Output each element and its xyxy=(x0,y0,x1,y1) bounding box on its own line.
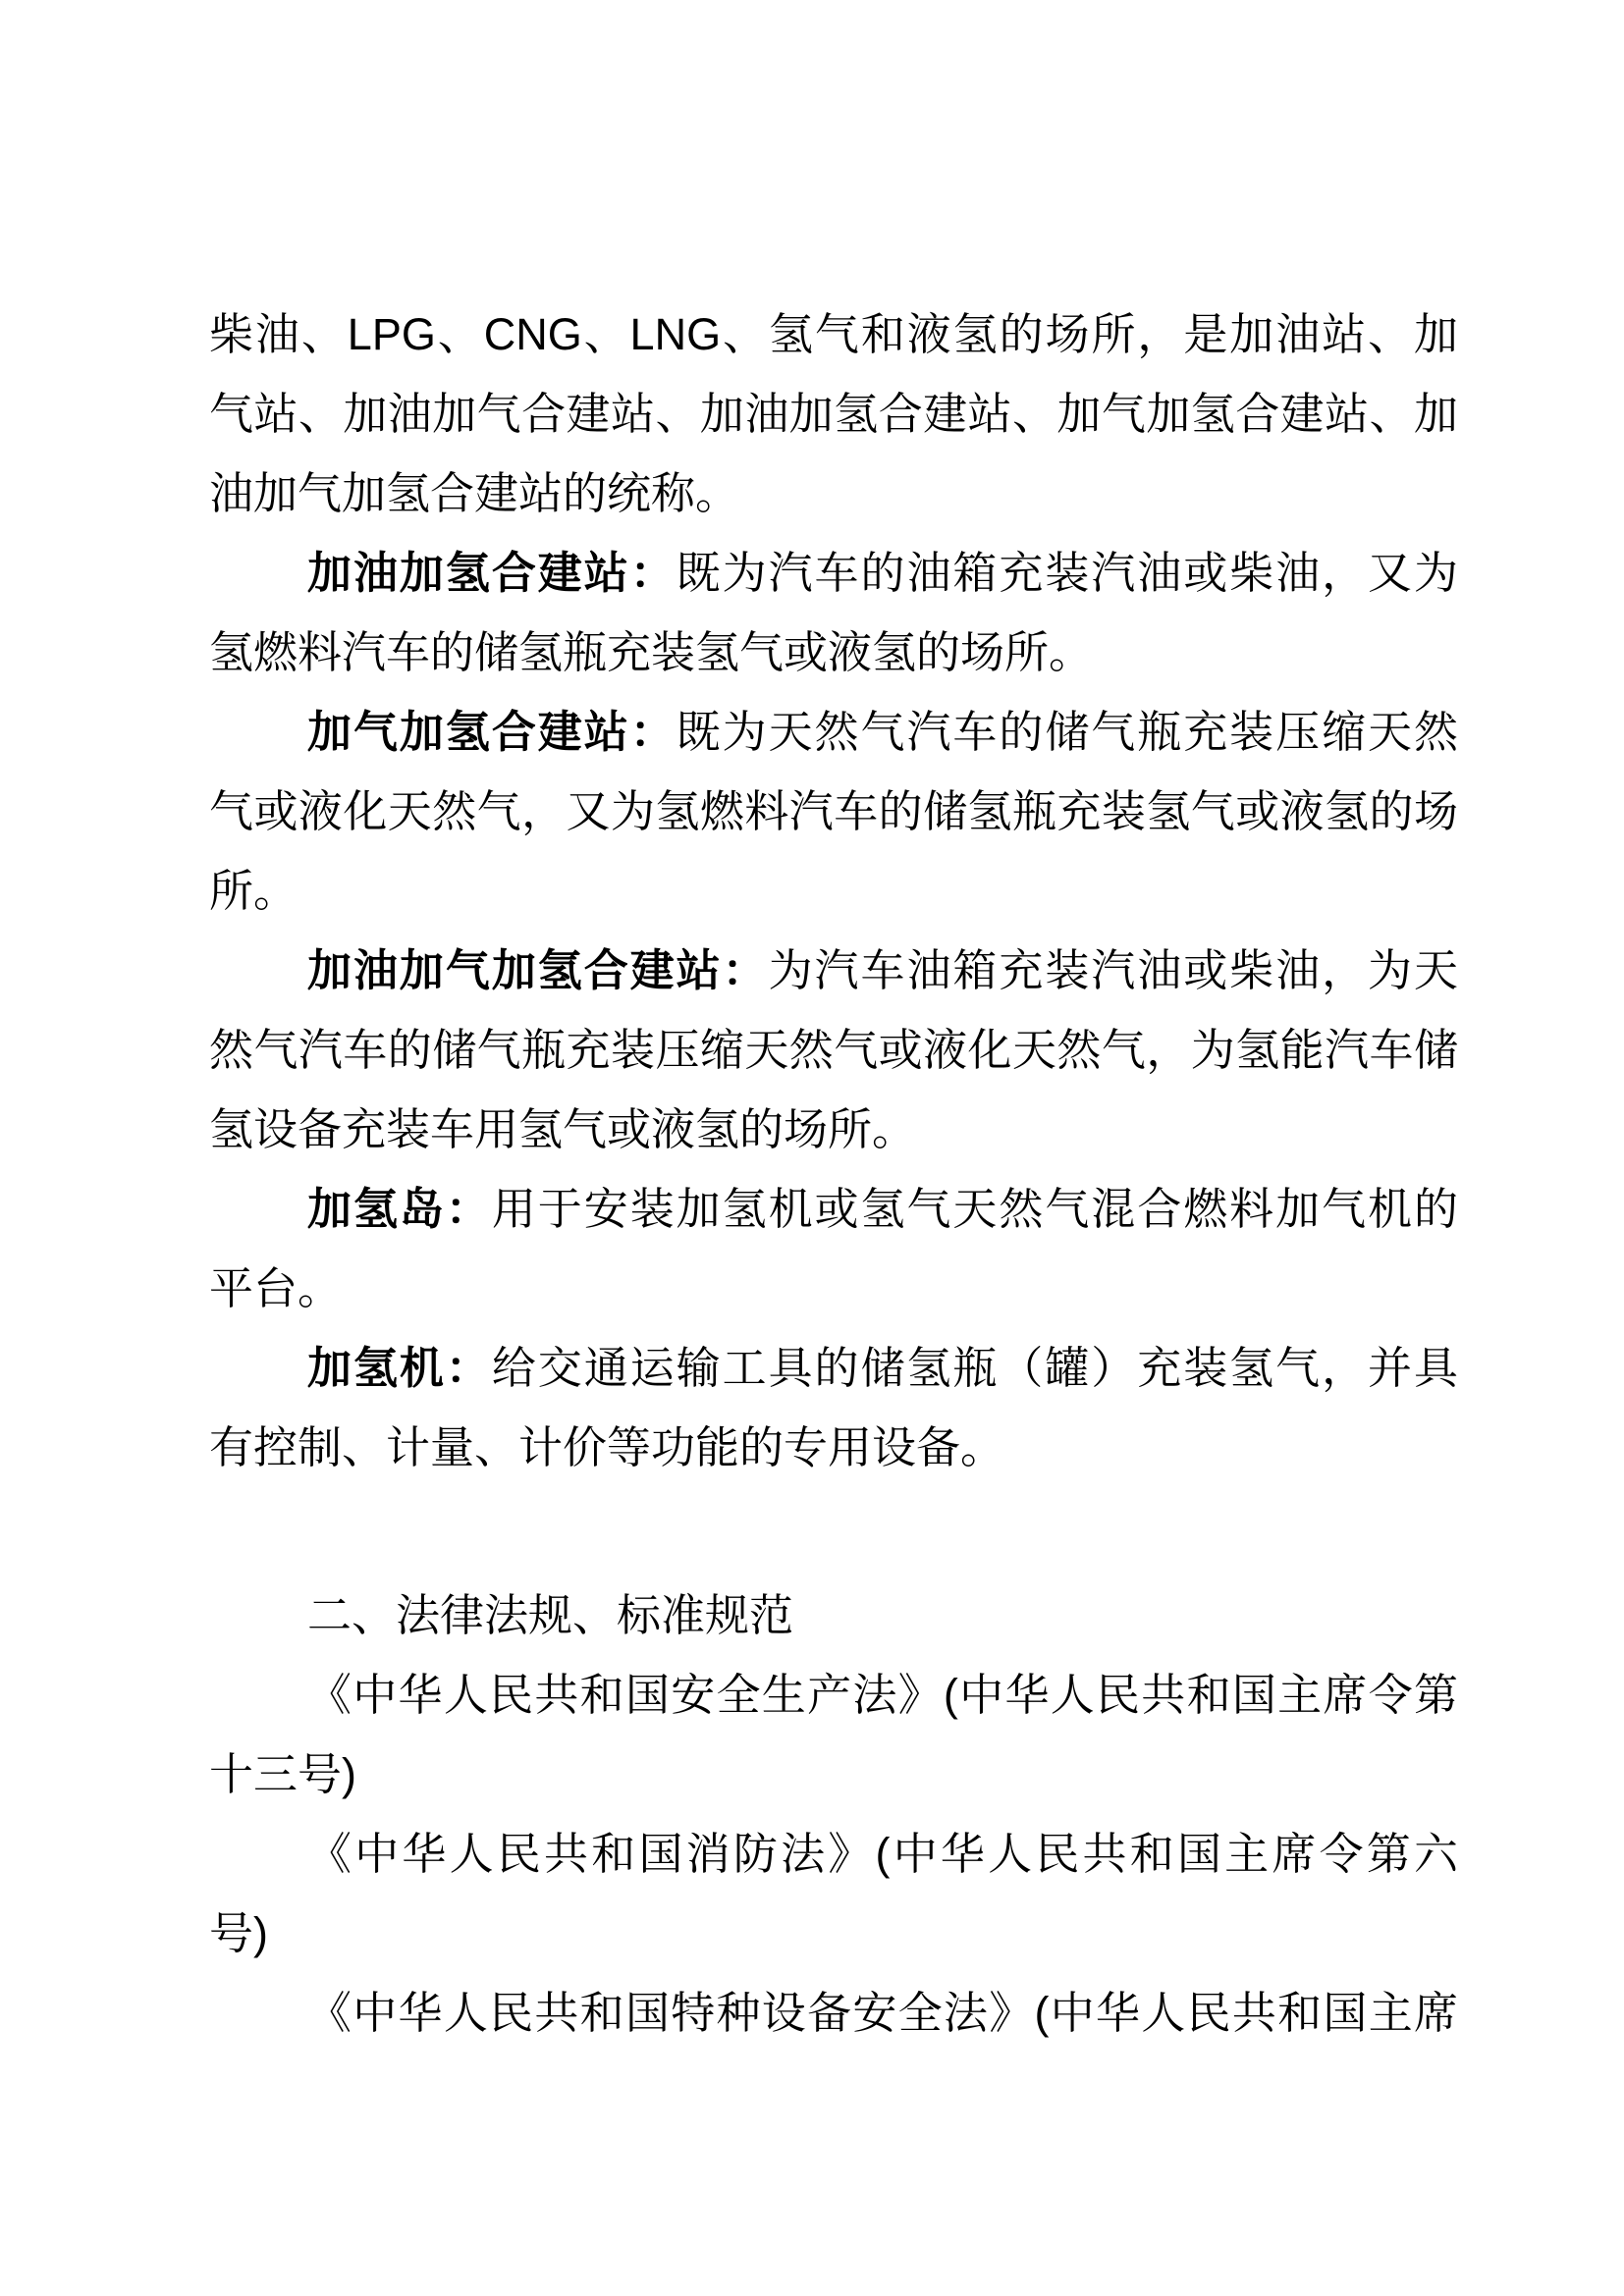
text-run: 氢燃料汽车的储氢瓶充装氢气或液氢的场所。 xyxy=(209,627,1094,677)
text-run: 号) xyxy=(209,1908,268,1958)
reference-paragraph xyxy=(209,1814,1458,1973)
text-line xyxy=(209,692,1458,772)
text-run: 氢设备充装车用氢气或液氢的场所。 xyxy=(209,1104,917,1154)
text-line xyxy=(209,374,1458,454)
text-line xyxy=(209,1575,1458,1655)
text-run: 所。 xyxy=(209,866,298,916)
term-bold-run: 加氢岛： xyxy=(307,1184,492,1234)
text-line xyxy=(209,1328,1458,1408)
term-bold-run: 加气加氢合建站： xyxy=(307,707,677,757)
text-line xyxy=(209,1655,1458,1735)
body-paragraph xyxy=(209,1169,1458,1328)
body-paragraph xyxy=(209,533,1458,692)
text-line xyxy=(209,1010,1458,1090)
text-run: 气或液化天然气，又为氢燃料汽车的储氢瓶充装氢气或液氢的场 xyxy=(209,786,1458,836)
text-run: 既为汽车的油箱充装汽油或柴油，又为 xyxy=(676,548,1458,598)
text-line xyxy=(209,1973,1458,2053)
text-line xyxy=(209,533,1458,613)
reference-paragraph xyxy=(209,1973,1458,2053)
text-line xyxy=(209,1735,1458,1814)
term-bold-run: 加油加氢合建站： xyxy=(307,548,677,598)
text-run: 然气汽车的储气瓶充装压缩天然气或液化天然气，为氢能汽车储 xyxy=(209,1025,1458,1075)
body-paragraph xyxy=(209,294,1458,533)
text-run: 气站、加油加气合建站、加油加氢合建站、加气加氢合建站、加 xyxy=(209,389,1458,439)
body-paragraph xyxy=(209,1328,1458,1487)
text-run: 为汽车油箱充装汽油或柴油，为天 xyxy=(768,945,1458,995)
term-bold-run: 加油加气加氢合建站： xyxy=(307,945,769,995)
body-paragraph xyxy=(209,931,1458,1169)
document-content xyxy=(209,294,1458,2053)
text-run: 十三号) xyxy=(209,1749,356,1799)
reference-paragraph xyxy=(209,1655,1458,1814)
body-paragraph xyxy=(209,692,1458,931)
text-run: 《中华人民共和国安全生产法》(中华人民共和国主席令第 xyxy=(307,1670,1458,1720)
text-run: 《中华人民共和国消防法》(中华人民共和国主席令第六 xyxy=(307,1829,1458,1879)
text-run: 油加气加氢合建站的统称。 xyxy=(209,468,740,518)
text-line xyxy=(209,613,1458,692)
text-line xyxy=(209,851,1458,931)
text-run: 柴油、LPG、CNG、LNG、氢气和液氢的场所，是加油站、加 xyxy=(209,309,1458,359)
section-heading xyxy=(209,1575,1458,1655)
text-line xyxy=(209,1894,1458,1973)
text-run: 二、法律法规、标准规范 xyxy=(307,1590,794,1640)
text-line xyxy=(209,1090,1458,1169)
text-line xyxy=(209,772,1458,851)
text-line xyxy=(209,1249,1458,1328)
text-run: 有控制、计量、计价等功能的专用设备。 xyxy=(209,1422,1005,1472)
text-line xyxy=(209,454,1458,533)
text-run: 既为天然气汽车的储气瓶充装压缩天然 xyxy=(676,707,1458,757)
text-line xyxy=(209,1169,1458,1249)
text-run: 平台。 xyxy=(209,1263,343,1313)
text-line xyxy=(209,931,1458,1010)
text-run: 《中华人民共和国特种设备安全法》(中华人民共和国主席 xyxy=(307,1988,1458,2038)
text-line xyxy=(209,1814,1458,1894)
text-line xyxy=(209,294,1458,374)
text-line xyxy=(209,1408,1458,1487)
term-bold-run: 加氢机： xyxy=(307,1343,492,1393)
text-run: 给交通运输工具的储氢瓶（罐）充装氢气，并具 xyxy=(491,1343,1458,1393)
text-run: 用于安装加氢机或氢气天然气混合燃料加气机的 xyxy=(491,1184,1458,1234)
